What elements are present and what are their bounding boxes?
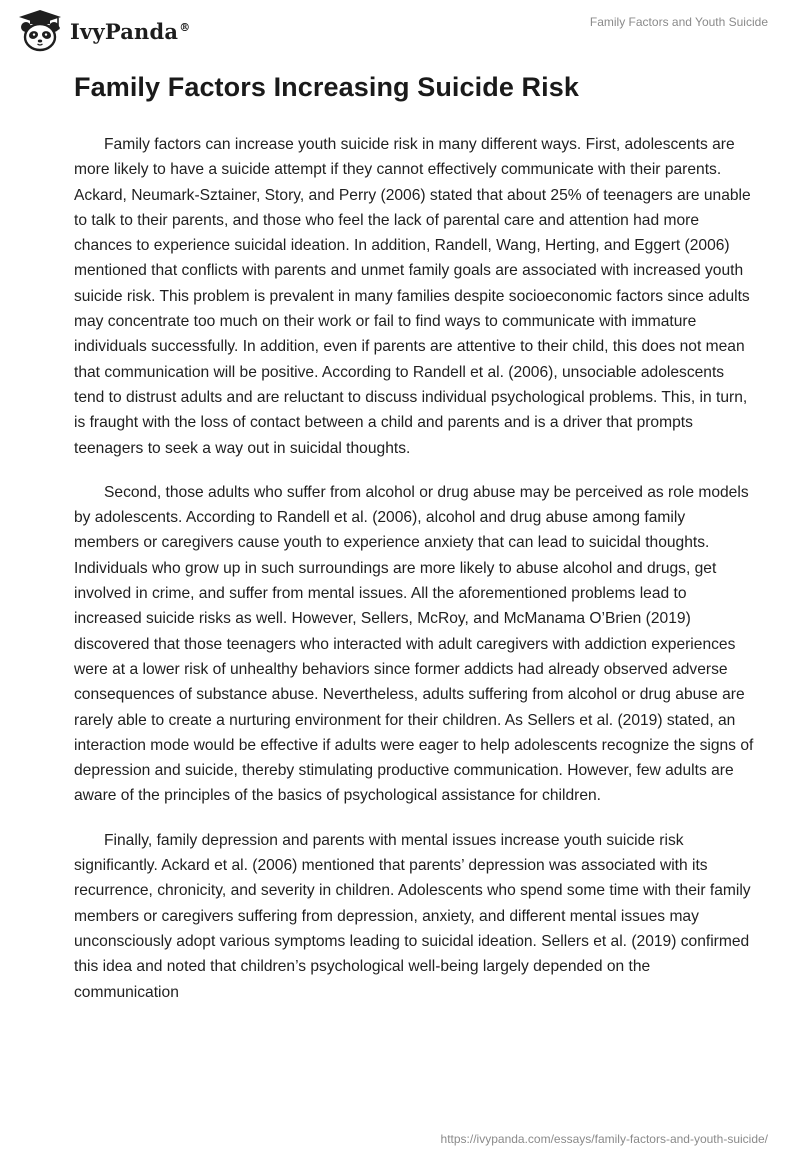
paragraph-3: Finally, family depression and parents with mental issues increase youth suicide risk significantly. Ackard et al. (2006) mentioned that parents’ depression was associated with its recurrence, chronicity, and severity in children. Adolescents who spend some time with their family members or caregivers suffering from depression, anxiety, and different mental issues may unconsciously adopt various symptoms leading to suicidal ideation. Sellers et al. (2019) confirmed this idea and noted that children’s psychological well-being largely depended on the communication (74, 831, 751, 1001)
registered-mark: ® (179, 20, 191, 34)
page-header (0, 0, 800, 62)
page-title: Family Factors Increasing Suicide Risk (74, 72, 579, 102)
source-url[interactable]: https://ivypanda.com/essays/family-factors-and-youth-suicide/ (440, 1132, 768, 1146)
ivypanda-logo[interactable] (14, 8, 190, 52)
paragraph-1: Family factors can increase youth suicide risk in many different ways. First, adolescents are more likely to have a suicide attempt if they cannot effectively communicate with their parents. Ackard, Neumark-Sztainer, Story, and Perry (2006) stated that about 25% of teenagers are unable to talk to their parents, and those who feel the lack of parental care and attention had more chances to experience suicidal ideation. In addition, Randell, Wang, Herting, and Eggert (2006) mentioned that conflicts with parents and unmet family goals are associated with increased youth suicide risk. This problem is prevalent in many families despite socioeconomic factors since adults may concentrate too much on their work or fail to find ways to communicate with immature individuals successfully. In addition, even if parents are attentive to their child, this does not mean that communication will be positive. According to Randell et al. (2006), unsociable adolescents tend to distrust adults and are reluctant to discuss individual psychological problems. This, in turn, is fraught with the loss of contact between a child and parents and is a driver that prompts teenagers to seek a way out in suicidal thoughts. (74, 136, 751, 457)
panda-graduate-icon (14, 8, 66, 52)
document-title: Family Factors and Youth Suicide (589, 15, 768, 29)
logo-text: IvyPanda® (70, 18, 191, 44)
paragraph-2: Second, those adults who suffer from alcohol or drug abuse may be perceived as role models by adolescents. According to Randell et al. (2006), alcohol and drug abuse among family members or caregivers cause youth to experience anxiety that can lead to suicidal thoughts. Individuals who grow up in such surroundings are more likely to abuse alcohol and drugs, get involved in crime, and suffer from mental issues. All the aforementioned problems lead to increased suicide risks as well. However, Sellers, McRoy, and McManama O’Brien (2019) discovered that those teenagers who interacted with adult caregivers with addiction experiences were at a lower risk of unhealthy behaviors since former addicts had already observed adverse consequences of substance abuse. Nevertheless, adults suffering from alcohol or drug abuse are rarely able to create a nurturing environment for their children. As Sellers et al. (2019) stated, an interaction mode would be effective if adults were eager to help adolescents recognize the signs of depression and suicide, thereby stimulating productive communication. However, few adults are aware of the principles of the basics of psychological assistance for children. (74, 483, 754, 805)
essay-body (74, 132, 754, 1024)
